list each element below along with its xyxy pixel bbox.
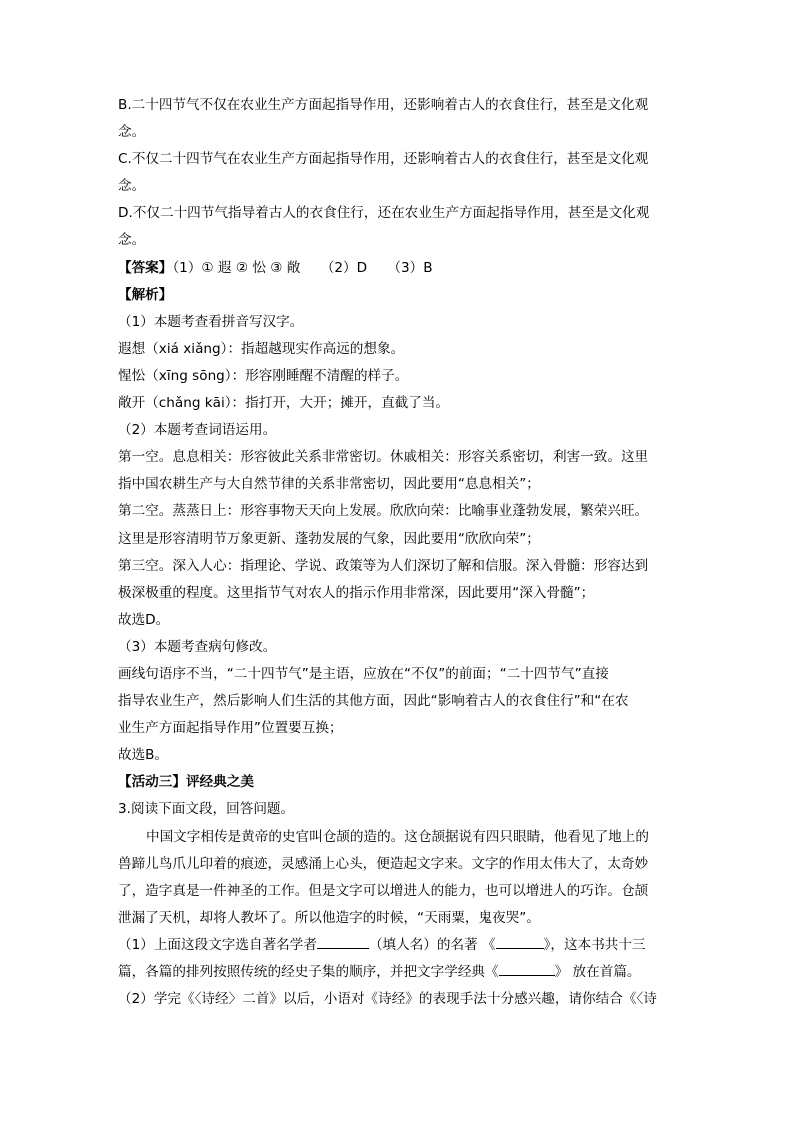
analysis-line: 指中国农耕生产与大自然节律的关系非常密切，因此要用“息息相关”； xyxy=(118,476,540,493)
analysis-label: 【解析】 xyxy=(118,286,173,303)
answer-label: 【答案】 xyxy=(118,259,173,276)
author-blank[interactable] xyxy=(317,933,369,949)
subquestion-2-line1: （2）学完《〈诗经〉二首》以后，小语对《诗经》的表现手法十分感兴趣，请你结合《〈诗 xyxy=(118,991,657,1008)
analysis-line: 第二空。蒸蒸日上：形容事物天天向上发展。欣欣向荣：比喻事业蓬勃发展，繁荣兴旺。 xyxy=(118,503,649,520)
analysis-line: 业生产方面起指导作用”位置要互换； xyxy=(118,720,343,737)
subquestion-1-text-e: 》 放在首篇。 xyxy=(554,964,641,980)
answer-line xyxy=(118,255,678,282)
passage-line: 泄漏了天机，却将人教坏了。所以他造字的时候，“天雨粟，鬼夜哭”。 xyxy=(118,909,540,926)
option-d-line1: D.不仅二十四节气指导着古人的衣食住行，还在农业生产方面起指导作用，甚至是文化观 xyxy=(118,205,650,222)
subquestion-1-text-a: （1）上面这段文字选自著名学者 xyxy=(118,936,317,953)
option-c-line1: C.不仅二十四节气在农业生产方面起指导作用，还影响着古人的衣食住行，甚至是文化观 xyxy=(118,151,649,168)
activity-heading: 【活动三】评经典之美 xyxy=(118,774,254,791)
subquestion-1-text-b: （填人名）的名著 《 xyxy=(368,936,496,953)
book-title-blank[interactable] xyxy=(496,933,544,949)
analysis-line: 第一空。息息相关：形容彼此关系非常密切。休戚相关：形容关系密切，利害一致。这里 xyxy=(118,449,649,466)
subquestion-1-line1 xyxy=(118,932,678,959)
document-page xyxy=(118,92,678,1013)
analysis-line: 敞开（chǎng kāi）：指打开，大开；摊开，直截了当。 xyxy=(118,395,450,412)
classic-title-blank[interactable] xyxy=(499,960,555,976)
subquestion-1-text-d: 篇，各篇的排列按照传统的经史子集的顺序，并把文字学经典《 xyxy=(118,964,499,980)
subquestion-1-line2 xyxy=(118,959,678,986)
analysis-line: （2）本题考查词语运用。 xyxy=(118,422,277,439)
option-b-line1: B.二十四节气不仅在农业生产方面起指导作用，还影响着古人的衣食住行，甚至是文化观 xyxy=(118,97,649,113)
analysis-line: （3）本题考查病句修改。 xyxy=(118,638,277,655)
analysis-line: 这里是形容清明节万象更新、蓬勃发展的气象，因此要用“欣欣向荣”； xyxy=(118,530,540,547)
analysis-line: 第三空。深入人心：指理论、学说、政策等为人们深切了解和信服。深入骨髓：形容达到 xyxy=(118,557,649,574)
analysis-line: 极深极重的程度。这里指节气对农人的指示作用非常深，因此要用“深入骨髓”； xyxy=(118,584,595,601)
answer-text: （1）① 遐 ② 忪 ③ 敞 （2）D （3）B xyxy=(172,259,433,276)
question-stem: 3.阅读下面文段，回答问题。 xyxy=(118,801,295,818)
analysis-line: 惺忪（xīng sōng）：形容刚睡醒不清醒的样子。 xyxy=(118,367,409,384)
analysis-line: 指导农业生产，然后影响人们生活的其他方面，因此“影响着古人的衣食住行”和“在农 xyxy=(118,693,629,710)
analysis-line: 故选D。 xyxy=(118,611,170,628)
analysis-line: 故选B。 xyxy=(118,747,169,764)
passage-line: 了，造字真是一件神圣的工作。但是文字可以增进人的能力，也可以增进人的巧诈。仓颉 xyxy=(118,882,649,899)
analysis-line: （1）本题考查看拼音写汉字。 xyxy=(118,313,304,330)
passage-line: 中国文字相传是黄帝的史官叫仓颉的造的。这仓颉据说有四只眼睛，他看见了地上的 xyxy=(146,828,649,845)
option-c-line2: 念。 xyxy=(118,178,146,195)
subquestion-1-text-c: 》，这本书共十三 xyxy=(543,936,646,953)
option-d-line2: 念。 xyxy=(118,232,146,249)
passage-line: 兽蹄儿鸟爪儿印着的痕迹，灵感涌上心头，便造起文字来。文字的作用太伟大了，太奇妙 xyxy=(118,855,649,872)
analysis-line: 画线句语序不当，“二十四节气”是主语，应放在“不仅”的前面；“二十四节气”直接 xyxy=(118,665,609,682)
option-b-line2: 念。 xyxy=(118,124,146,141)
analysis-line: 遐想（xiá xiǎng）：指超越现实作高远的想象。 xyxy=(118,340,405,357)
